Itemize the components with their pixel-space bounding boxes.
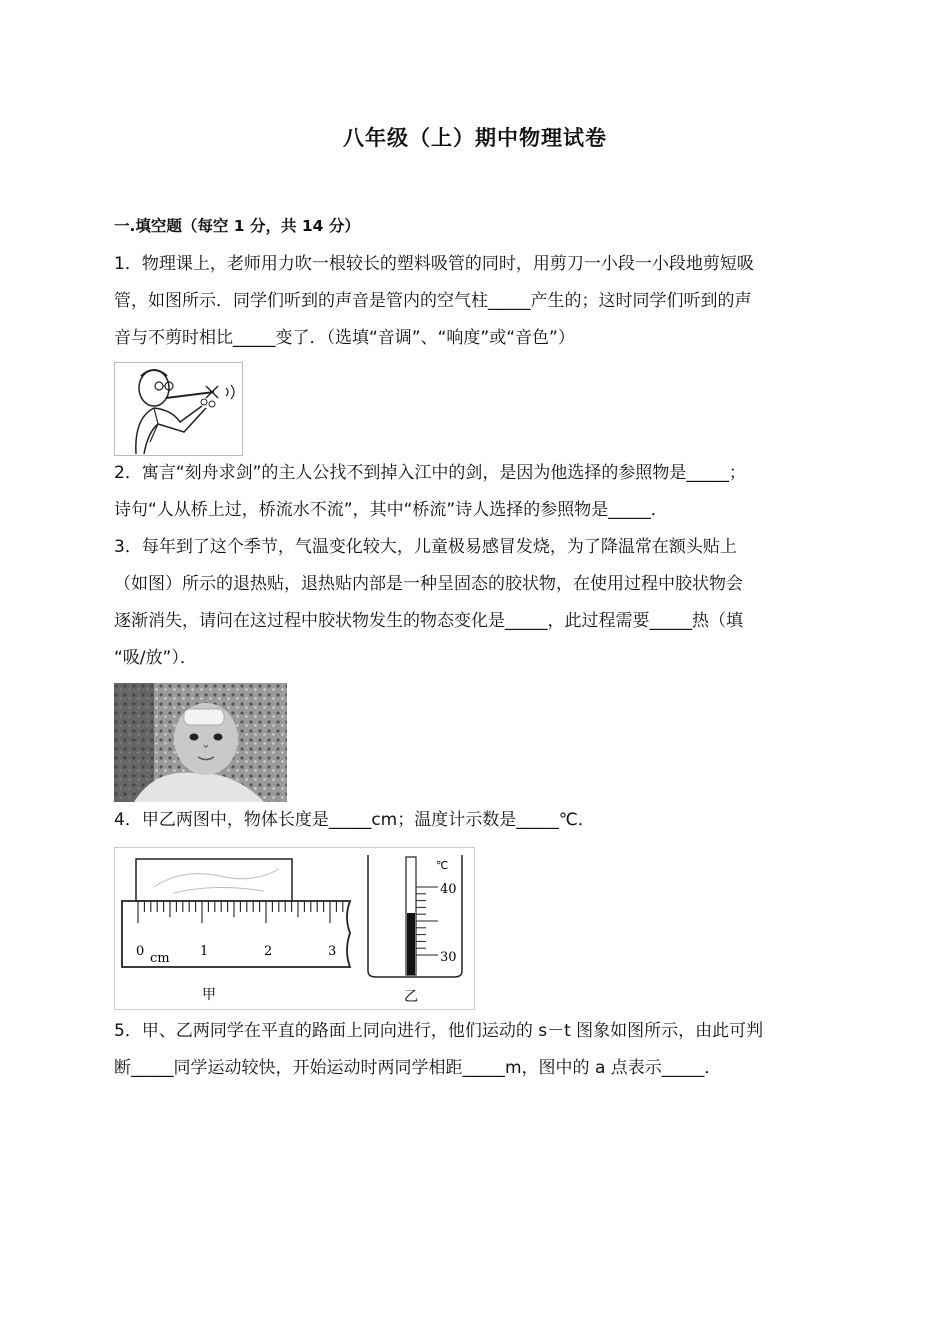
ruler-tick-label-3: 3 (328, 944, 337, 959)
page-title: 八年级（上）期中物理试卷 (343, 126, 607, 150)
thermometer-caption: 乙 (404, 989, 418, 1005)
question-2-line-1: 2．寓言“刻舟求剑”的主人公找不到掉入江中的剑，是因为他选择的参照物是_____； (114, 463, 746, 483)
question-3-line-3: 逐渐消失，请问在这过程中胶状物发生的物态变化是_____，此过程需要_____热（填 (114, 611, 743, 631)
thermometer-unit-label: ℃ (436, 859, 449, 872)
ruler-tick-label-0: 0 (136, 944, 145, 959)
ruler-unit-label: cm (150, 951, 170, 966)
ruler-tick-label-2: 2 (264, 944, 273, 959)
teacher-blowing-straw-figure (114, 362, 244, 456)
ruler-caption: 甲 (202, 987, 216, 1003)
question-1-line-1: 1．物理课上，老师用力吹一根较长的塑料吸管的同时，用剪刀一小段一小段地剪短吸 (114, 254, 754, 274)
ruler-tick-label-1: 1 (200, 944, 209, 959)
thermometer-liquid-column (407, 913, 415, 975)
question-3-line-1: 3．每年到了这个季节，气温变化较大，儿童极易感冒发烧，为了降温常在额头贴上 (114, 537, 737, 557)
question-5-line-2: 断_____同学运动较快，开始运动时两同学相距_____m，图中的 a 点表示_____． (114, 1058, 722, 1078)
baby-fever-patch-photo (114, 683, 287, 802)
thermometer-label-30: 30 (440, 950, 457, 965)
question-3-line-2: （如图）所示的退热贴，退热贴内部是一种呈固态的胶状物，在使用过程中胶状物会 (114, 574, 743, 594)
question-5-line-1: 5．甲、乙两同学在平直的路面上同向进行，他们运动的 s－t 图象如图所示，由此可判 (114, 1021, 764, 1041)
question-1-line-2: 管，如图所示．同学们听到的声音是管内的空气柱_____产生的；这时同学们听到的声 (114, 291, 752, 311)
section-heading: 一.填空题（每空 1 分，共 14 分） (114, 217, 360, 235)
question-4-line-1: 4．甲乙两图中，物体长度是_____cm；温度计示数是_____℃． (114, 810, 595, 830)
thermometer-label-40: 40 (440, 882, 457, 897)
question-1-line-3: 音与不剪时相比_____变了．（选填“音调”、“响度”或“音色”） (114, 328, 575, 348)
question-3-line-4: “吸/放”）． (114, 648, 197, 668)
measured-object (136, 859, 292, 901)
ruler-thermometer-figure (114, 847, 476, 1011)
question-2-line-2: 诗句“人从桥上过，桥流水不流”，其中“桥流”诗人选择的参照物是_____． (114, 500, 668, 520)
